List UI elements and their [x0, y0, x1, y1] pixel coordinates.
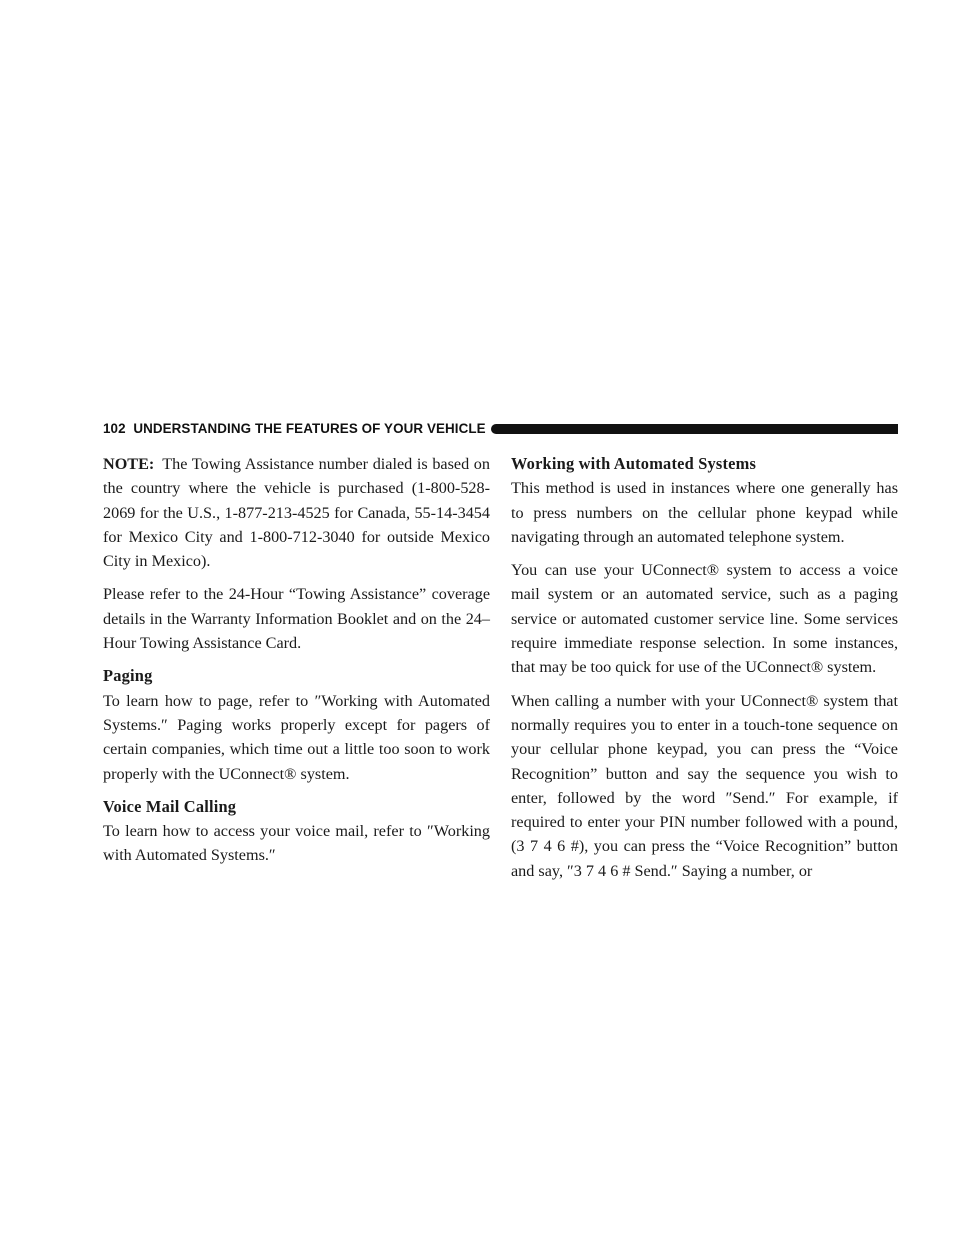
page-header-title	[103, 420, 486, 438]
paging-paragraph: To learn how to page, refer to ″Working with Automated Systems.″ Paging works properly except for pagers of certain companies, which time out a little too soon to work properly with the UConnect® system.	[103, 691, 490, 783]
voicemail-paragraph: To learn how to access your voice mail, refer to ″Working with Automated Systems.″	[103, 822, 490, 865]
automated-systems-heading: Working with Automated Systems	[511, 454, 757, 473]
note-label: NOTE:	[103, 455, 155, 473]
left-column	[103, 452, 490, 877]
touch-tone-paragraph: When calling a number with your UConnect® system that normally requires you to enter in a touch-tone sequence on your cellular phone keypad, you can press the “Voice Recognition” button and say the sequence you wish to enter, followed by the word ″Send.″ For example, if required to enter your PIN number followed with a pound, (3 7 4 6 #), you can press the “Voice Recognition” button and say, ″3 7 4 6 # Send.″ Saying a number, or	[511, 691, 898, 880]
note-text: The Towing Assistance number dialed is based on the country where the vehicle is purchased (1-800-528-2069 for the U.S., 1-877-213-4525 for Canada, 55-14-3454 for Mexico City and 1-800-712-3040 for outside Mexico City in Mexico).	[103, 455, 490, 571]
section-title: UNDERSTANDING THE FEATURES OF YOUR VEHICLE	[133, 421, 486, 436]
page-number: 102	[103, 421, 126, 436]
note-paragraph	[103, 452, 490, 573]
page-header	[103, 420, 898, 438]
towing-coverage-paragraph: Please refer to the 24-Hour “Towing Assistance” coverage details in the Warranty Information Booklet and on the 24–Hour Towing Assistance Card.	[103, 585, 490, 653]
right-column	[511, 452, 898, 892]
header-rule-bar	[491, 424, 898, 434]
uconnect-usage-paragraph: You can use your UConnect® system to access a voice mail system or an automated service, such as a paging service or automated customer service line. Some services require immediate response selection. In some instances, that may be too quick for use of the UConnect® system.	[511, 561, 898, 677]
automated-method-paragraph: This method is used in instances where one generally has to press numbers on the cellular phone keypad while navigating through an automated telephone system.	[511, 479, 898, 546]
paging-heading: Paging	[103, 666, 153, 686]
voicemail-heading: Voice Mail Calling	[103, 796, 237, 816]
